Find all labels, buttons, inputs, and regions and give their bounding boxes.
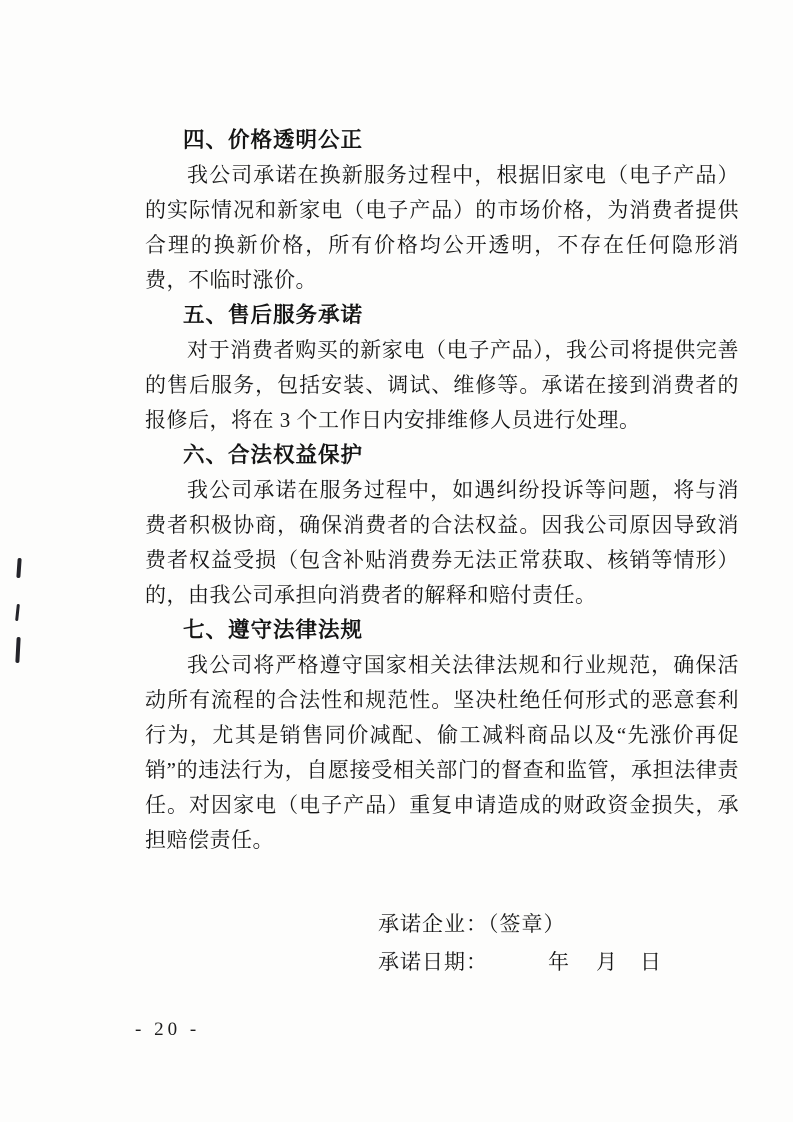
section-paragraph: 我公司将严格遵守国家相关法律法规和行业规范，确保活动所有流程的合法性和规范性。坚决杜绝任何形式的恶意套利行为，尤其是销售同价减配、偷工减料商品以及“先涨价再促销”的违法行为，自愿接受相关部门的督查和监管，承担法律责任。对因家电（电子产品）重复申请造成的财政资金损失，承担赔偿责任。 (145, 653, 739, 852)
section-heading: 六、合法权益保护 (183, 443, 364, 467)
section-price-transparency (145, 123, 739, 298)
month-label: 月 (596, 950, 618, 974)
day-label: 日 (640, 950, 662, 974)
page-number: - 20 - (135, 1019, 201, 1040)
section-legal-rights (145, 438, 739, 613)
date-label: 承诺日期： (378, 950, 488, 974)
section-paragraph: 对于消费者购买的新家电（电子产品），我公司将提供完善的售后服务，包括安装、调试、维修等。承诺在接到消费者的报修后，将在 3 个工作日内安排维修人员进行处理。 (145, 338, 739, 432)
section-heading: 五、售后服务承诺 (183, 303, 364, 327)
section-paragraph: 我公司承诺在换新服务过程中，根据旧家电（电子产品）的实际情况和新家电（电子产品）的市场价格，为消费者提供合理的换新价格，所有价格均公开透明，不存在任何隐形消费，不临时涨价。 (145, 163, 739, 292)
section-paragraph: 我公司承诺在服务过程中，如遇纠纷投诉等问题，将与消费者积极协商，确保消费者的合法权益。因我公司原因导致消费者权益受损（包含补贴消费券无法正常获取、核销等情形）的，由我公司承担向消费者的解释和赔付责任。 (145, 478, 739, 607)
section-heading: 四、价格透明公正 (183, 128, 364, 152)
scan-artifact-mark (15, 604, 20, 621)
signature-block (378, 905, 662, 981)
year-label: 年 (548, 950, 570, 974)
signature-enterprise-line: 承诺企业：（签章） (378, 912, 566, 936)
section-heading: 七、遵守法律法规 (183, 618, 364, 642)
section-law-compliance (145, 613, 739, 858)
signature-date-line (378, 943, 662, 981)
scan-artifact-mark (15, 637, 20, 663)
scan-artifact-mark (16, 558, 21, 578)
section-after-sales (145, 298, 739, 438)
document-body (145, 123, 739, 858)
